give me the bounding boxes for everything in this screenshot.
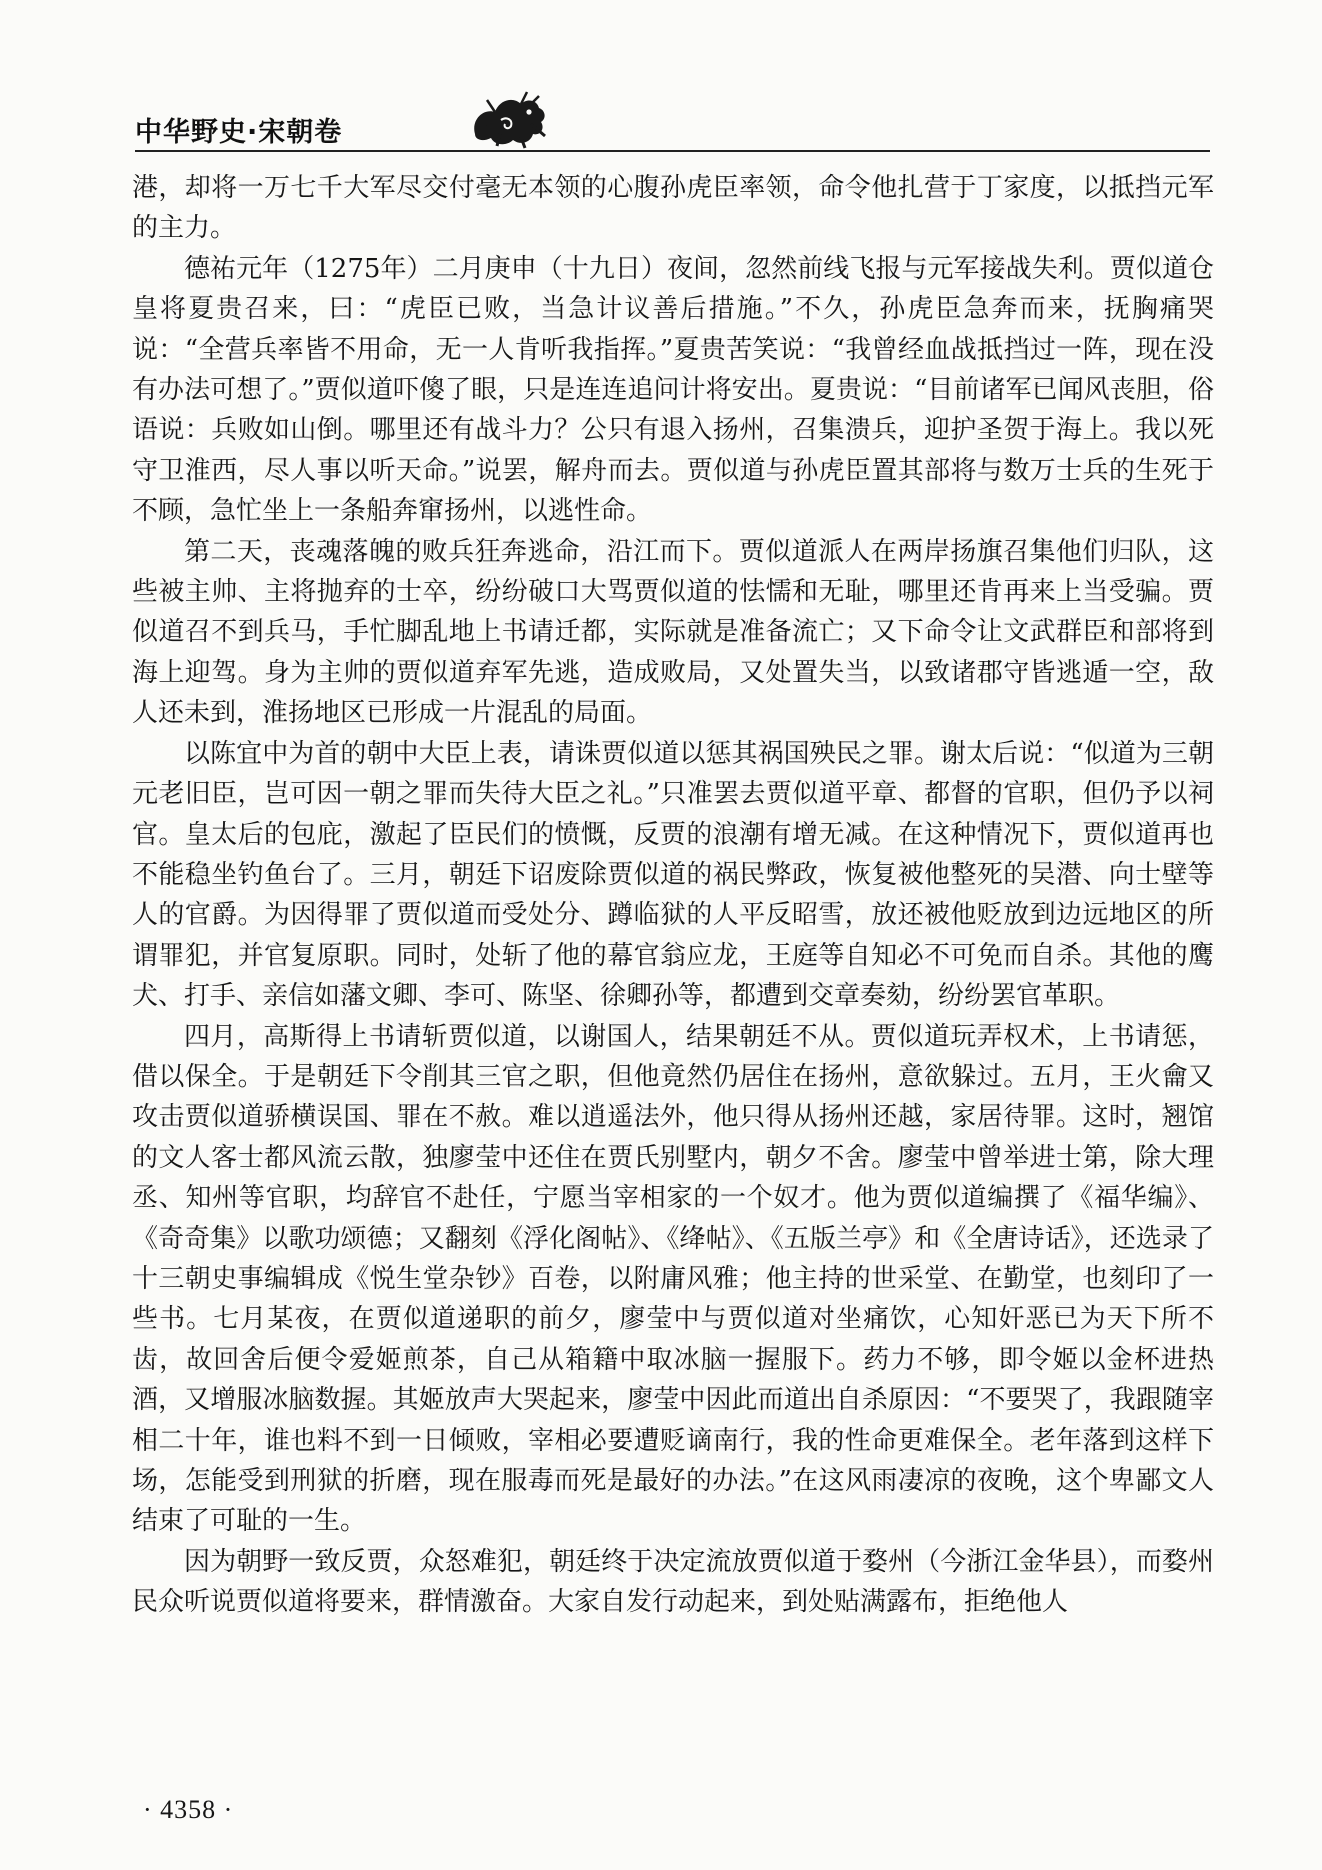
paragraph: 四月，高斯得上书请斩贾似道，以谢国人，结果朝廷不从。贾似道玩弄权术，上书请惩，借以保全。于是朝廷下令削其三官之职，但他竟然仍居住在扬州，意欲躲过。五月，王火龠又攻击贾似道骄横误国、罪在不赦。难以逍遥法外，他只得从扬州还越，家居待罪。这时，翘馆的文人客士都风流云散，独廖莹中还住在贾氏别墅内，朝夕不舍。廖莹中曾举进士第，除大理丞、知州等官职，均辞官不赴任，宁愿当宰相家的一个奴才。他为贾似道编撰了《福华编》、《奇奇集》以歌功颂德；又翻刻《浮化阁帖》、《绛帖》、《五版兰亭》和《全唐诗话》，还选录了十三朝史事编辑成《悦生堂杂钞》百卷，以附庸风雅；他主持的世采堂、在勤堂，也刻印了一些书。七月某夜，在贾似道递职的前夕，廖莹中与贾似道对坐痛饮，心知奸恶已为天下所不齿，故回舍后便令爱姬煎茶，自己从箱籍中取冰脑一握服下。药力不够，即令姬以金杯进热酒，又增服冰脑数握。其姬放声大哭起来，廖莹中因此而道出自杀原因：“不要哭了，我跟随宰相二十年，谁也料不到一日倾败，宰相必要遭贬谪南行，我的性命更难保全。老年落到这样下场，怎能受到刑狱的折磨，现在服毒而死是最好的办法。”在这风雨凄凉的夜晚，这个卑鄙文人结束了可耻的一生。	[132, 1021, 1214, 1537]
book-title: 中华野史·宋朝卷	[135, 117, 343, 148]
paragraph: 港，却将一万七千大军尽交付毫无本领的心腹孙虎臣率领，命令他扎营于丁家度，以抵挡元军的主力。	[132, 173, 1214, 244]
running-header	[135, 78, 1210, 152]
paragraph: 因为朝野一致反贾，众怒难犯，朝廷终于决定流放贾似道于婺州（今浙江金华县），而婺州民众听说贾似道将要来，群情激奋。大家自发行动起来，到处贴满露布，拒绝他人	[132, 1546, 1214, 1618]
dragon-icon	[465, 90, 551, 150]
page-number: · 4358 ·	[143, 1795, 234, 1824]
header-rule	[135, 150, 1210, 152]
paragraph: 第二天，丧魂落魄的败兵狂奔逃命，沿江而下。贾似道派人在两岸扬旗召集他们归队，这些被主帅、主将抛弃的士卒，纷纷破口大骂贾似道的怯懦和无耻，哪里还肯再来上当受骗。贾似道召不到兵马，手忙脚乱地上书请迁都，实际就是准备流亡；又下命令让文武群臣和部将到海上迎驾。身为主帅的贾似道弃军先逃，造成败局，又处置失当，以致诸郡守皆逃遁一空，敌人还未到，淮扬地区已形成一片混乱的局面。	[132, 536, 1214, 729]
paragraph: 以陈宜中为首的朝中大臣上表，请诛贾似道以惩其祸国殃民之罪。谢太后说：“似道为三朝元老旧臣，岂可因一朝之罪而失待大臣之礼。”只准罢去贾似道平章、都督的官职，但仍予以祠官。皇太后的包庇，激起了臣民们的愤慨，反贾的浪潮有增无减。在这种情况下，贾似道再也不能稳坐钓鱼台了。三月，朝廷下诏废除贾似道的祸民弊政，恢复被他整死的吴潜、向士壁等人的官爵。为因得罪了贾似道而受处分、蹲临狱的人平反昭雪，放还被他贬放到边远地区的所谓罪犯，并官复原职。同时，处斩了他的幕官翁应龙，王庭等自知必不可免而自杀。其他的鹰犬、打手、亲信如藩文卿、李可、陈坚、徐卿孙等，都遭到交章奏劾，纷纷罢官革职。	[132, 738, 1214, 1012]
paragraph: 德祐元年（1275年）二月庚申（十九日）夜间，忽然前线飞报与元军接战失利。贾似道仓皇将夏贵召来，曰：“虎臣已败，当急计议善后措施。”不久，孙虎臣急奔而来，抚胸痛哭说：“全营兵率皆不用命，无一人肯听我指挥。”夏贵苦笑说：“我曾经血战抵挡过一阵，现在没有办法可想了。”贾似道吓傻了眼，只是连连追问计将安出。夏贵说：“目前诸军已闻风丧胆，俗语说：兵败如山倒。哪里还有战斗力？公只有退入扬州，召集溃兵，迎护圣贺于海上。我以死守卫淮西，尽人事以听天命。”说罢，解舟而去。贾似道与孙虎臣置其部将与数万士兵的生死于不顾，急忙坐上一条船奔窜扬州，以逃性命。	[132, 253, 1214, 527]
main-text	[132, 168, 1214, 1623]
